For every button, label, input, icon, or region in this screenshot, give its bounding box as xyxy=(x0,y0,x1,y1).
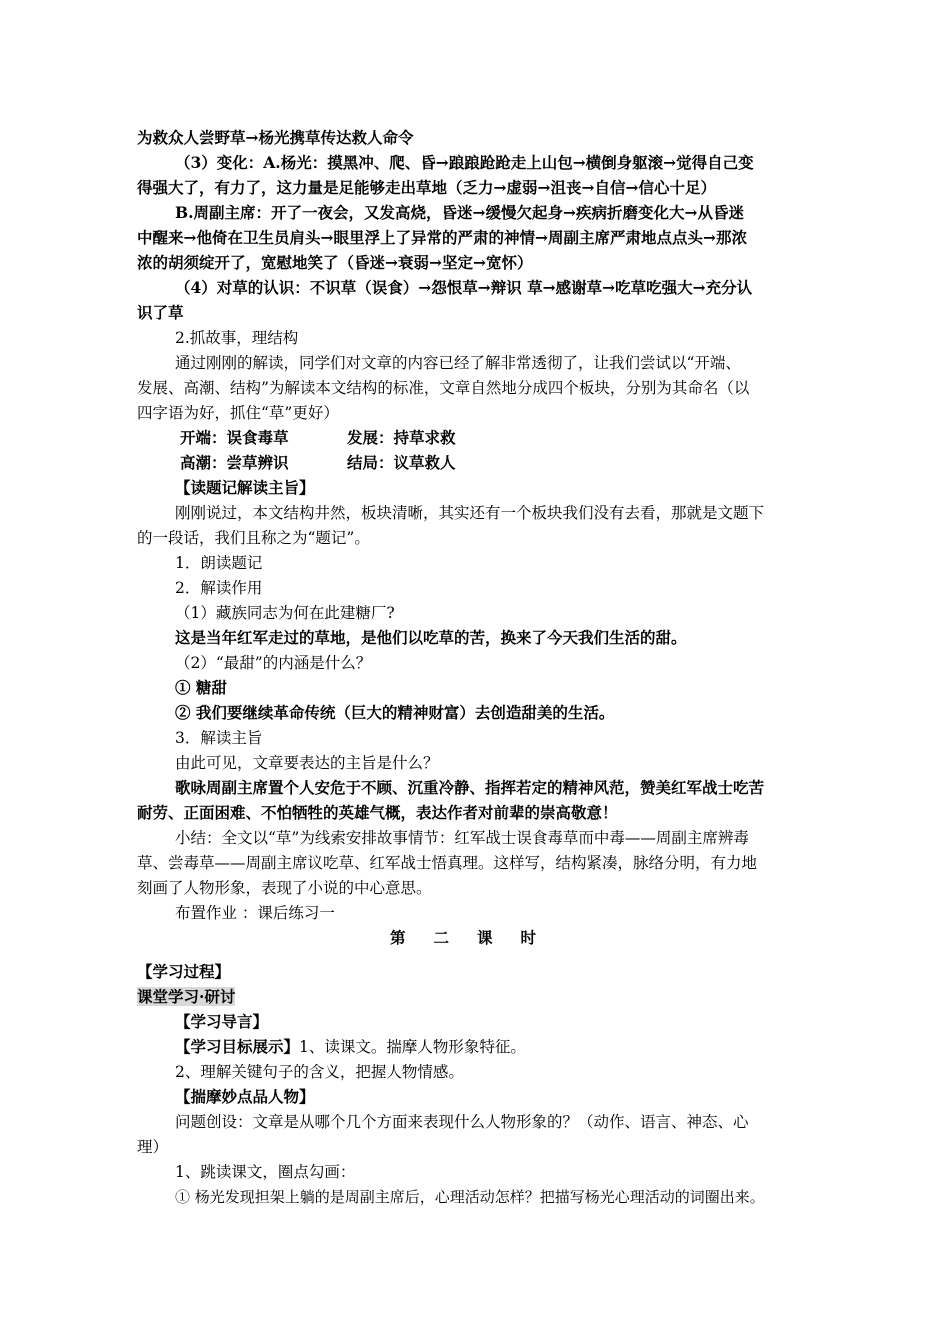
text-line: ① 糖甜 xyxy=(175,678,227,697)
goals-label: 【学习目标展示】 xyxy=(175,1037,300,1056)
structure-develop: 发展：持草求救 xyxy=(347,428,456,447)
text-line: 这是当年红军走过的草地，是他们以吃草的苦，换来了今天我们生活的甜。 xyxy=(175,628,687,647)
text-line: （1）藏族同志为何在此建糖厂? xyxy=(175,604,395,622)
section-title: 【揣摩妙点品人物】 xyxy=(175,1087,315,1106)
text-line: 小结：全文以“草”为线索安排故事情节：红军战士误食毒草而中毒——周副主席辨毒 xyxy=(175,829,749,847)
text-line: 得强大了，有力了，这力量是足能够走出草地（乏力→虚弱→沮丧→自信→信心十足） xyxy=(137,178,716,197)
text-line: 浓的胡须绽开了，宽慰地笑了（昏迷→衰弱→坚定→宽怀） xyxy=(137,253,533,272)
highlighted-heading: 课堂学习·研讨 xyxy=(137,987,236,1006)
structure-start: 开端：误食毒草 xyxy=(180,428,289,447)
lesson-title: 第二课时 xyxy=(389,928,564,947)
section-title: 【学习导言】 xyxy=(175,1012,269,1031)
structure-ending: 结局：议草救人 xyxy=(347,453,456,472)
text-line xyxy=(175,1037,855,1057)
text-line: 2.抓故事，理结构 xyxy=(175,329,299,347)
text-line: 草、尝毒草——周副主席议吃草、红军战士悟真理。这样写，结构紧凑，脉络分明，有力地 xyxy=(137,854,758,872)
text-line: 通过刚刚的解读，同学们对文章的内容已经了解非常透彻了，让我们尝试以“开端、 xyxy=(175,354,741,372)
text-line: 问题创设：文章是从哪个几个方面来表现什么人物形象的？（动作、语言、神态、心 xyxy=(175,1113,749,1131)
text-line: 2、理解关键句子的含义，把握人物情感。 xyxy=(175,1063,464,1081)
text-line: 为救众人尝野草→杨光携草传达救人命令 xyxy=(137,128,414,147)
text-line: 歌咏周副主席置个人安危于不顾、沉重冷静、指挥若定的精神风范，赞美红军战士吃苦 xyxy=(175,778,765,797)
section-title: 【读题记解读主旨】 xyxy=(175,478,315,497)
structure-climax: 高潮：尝草辨识 xyxy=(180,453,289,472)
text-line: 3．解读主旨 xyxy=(175,729,263,747)
text-line: B.周副主席：开了一夜会，又发高烧，昏迷→缓慢欠起身→疾病折磨变化大→从昏迷 xyxy=(175,203,744,222)
goals-item: 1、读课文。揣摩人物形象特征。 xyxy=(299,1038,526,1056)
text-line: 1、跳读课文，圈点勾画： xyxy=(175,1163,356,1181)
section-title: 【学习过程】 xyxy=(137,962,231,981)
text-line: 识了草 xyxy=(137,303,184,322)
text-line: 四字语为好，抓住“草”更好） xyxy=(137,404,339,422)
text-line: 由此可见，文章要表达的主旨是什么？ xyxy=(175,754,439,772)
text-line: 布置作业 ：课后练习一 xyxy=(175,904,335,922)
text-line: 刚刚说过，本文结构井然，板块清晰，其实还有一个板块我们没有去看，那就是文题下 xyxy=(175,504,765,522)
text-line: 的一段话，我们且称之为“题记”。 xyxy=(137,529,370,547)
text-line: 刻画了人物形象，表现了小说的中心意思。 xyxy=(137,879,432,897)
text-line: ① 杨光发现担架上躺的是周副主席后，心理活动怎样？把描写杨光心理活动的词圈出来。 xyxy=(175,1188,765,1206)
section-title xyxy=(137,987,817,1007)
text-line: （3）变化：A.杨光：摸黑冲、爬、昏→踉踉跄跄走上山包→横倒身躯滚→觉得自己变 xyxy=(175,153,754,172)
text-line: 理） xyxy=(137,1138,169,1156)
text-line: （2）“最甜”的内涵是什么？ xyxy=(175,654,372,672)
text-line: （4）对草的认识：不识草（误食）→怨恨草→辩识 草→感谢草→吃草吃强大→充分认 xyxy=(175,278,753,297)
text-line: 1．朗读题记 xyxy=(175,554,263,572)
text-line: 发展、高潮、结构”为解读本文结构的标准，文章自然地分成四个板块，分别为其命名（以 xyxy=(137,379,750,397)
text-line: 2．解读作用 xyxy=(175,579,263,597)
text-line: ② 我们要继续革命传统（巨大的精神财富）去创造甜美的生活。 xyxy=(175,703,615,722)
text-line: 中醒来→他倚在卫生员肩头→眼里浮上了异常的严肃的神情→周副主席严肃地点点头→那浓 xyxy=(137,228,747,247)
text-line: 耐劳、正面困难、不怕牺牲的英雄气概，表达作者对前辈的崇高敬意！ xyxy=(137,803,618,822)
